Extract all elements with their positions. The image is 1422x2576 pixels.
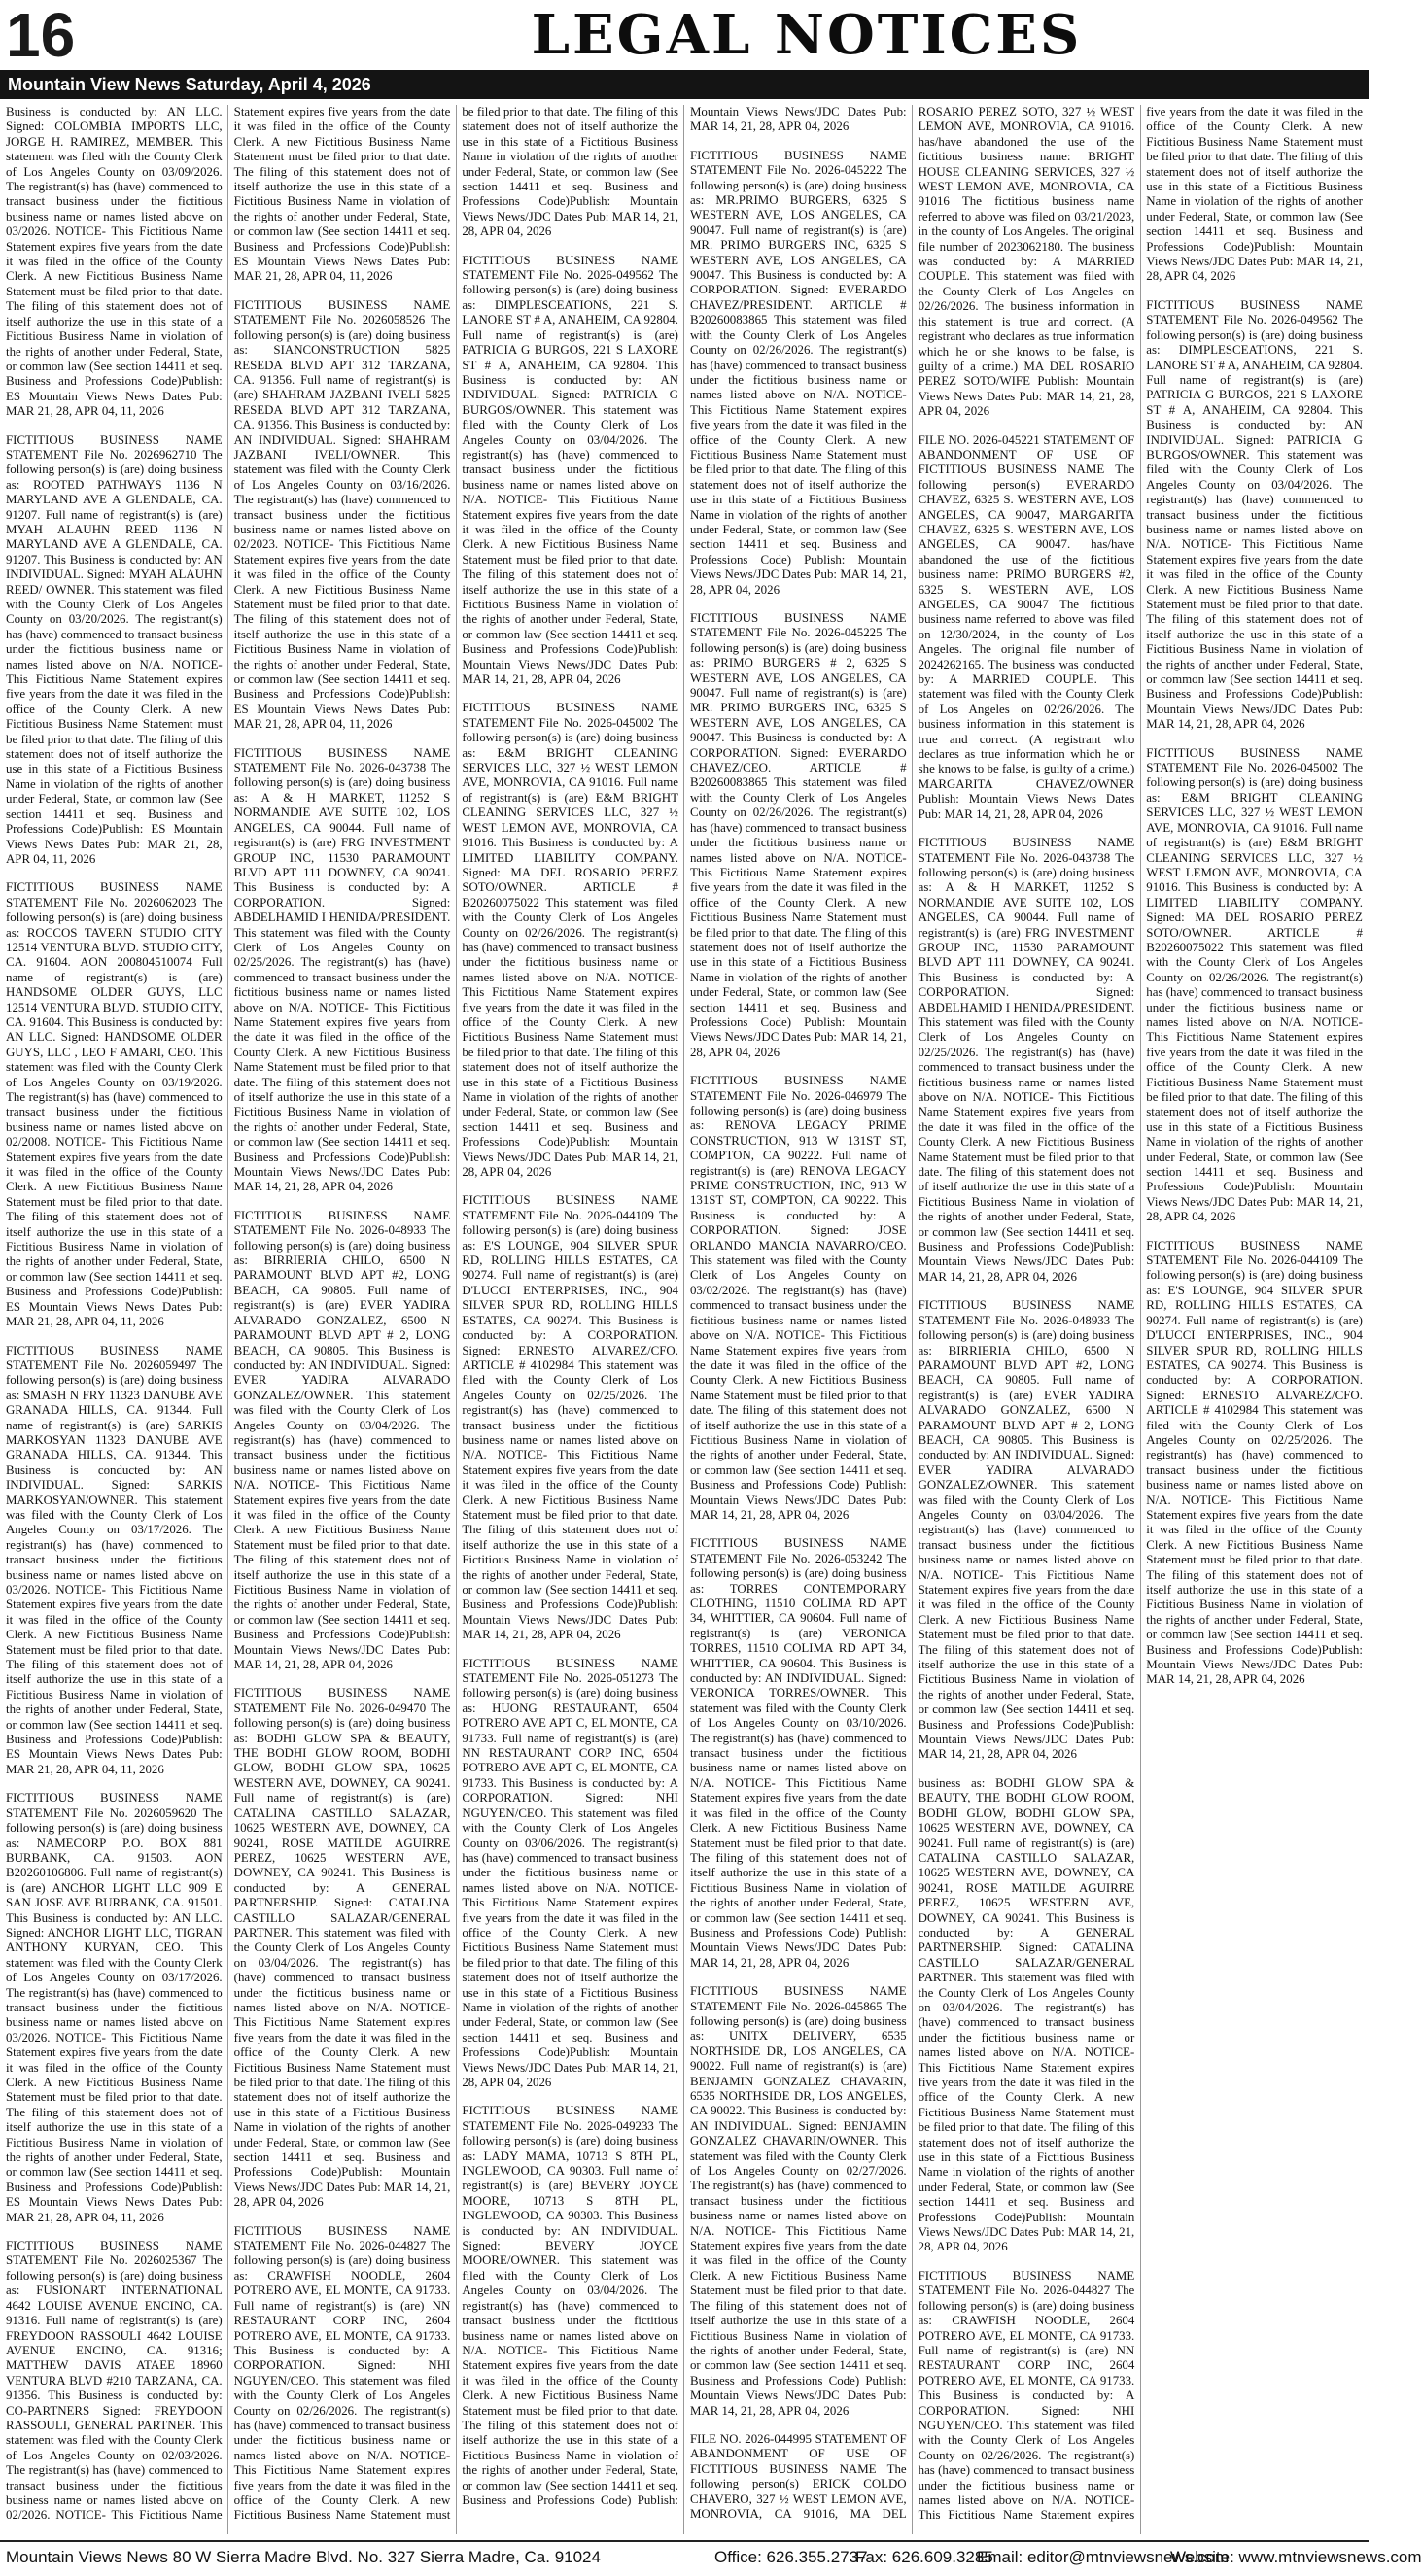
legal-notice: FICTITIOUS BUSINESS NAME STATEMENT File No. 2026-045225 The following person(s) is (are) doing business as: PRIMO BURGERS # 2, 6325 S WESTERN AVE, LOS ANGELES, CA 90047. Full name of registrant(s) is (are) MR. PRIMO BURGERS INC, 6325 S WESTERN AVE, LOS ANGELES, CA 90047. This Business is conducted by: A CORPORATION. Signed: EVERARDO CHAVEZ/CEO. ARTICLE # B20260083865 This statement was filed with the County Clerk of Los Angeles County on 02/26/2026. The registrant(s) has (have) commenced to transact business under the fictitious business name or names listed above on N/A. NOTICE- This Fictitious Name Statement expires five years from the date it was filed in the office of the County Clerk. A new Fictitious Business Name Statement must be filed prior to that date. The filing of this statement does not of itself authorize the use in this state of a Fictitious Business Name in violation of the rights of another under Federal, State, or common law (See section 14411 et seq. Business and Professions Code) Publish: Mountain Views News/JDC Dates Pub: MAR 14, 21, 28, APR 04, 2026 (689, 611, 907, 1059)
publication-date: Mountain View News Saturday, April 4, 2026 (8, 75, 371, 94)
footer-address: Mountain Views News 80 W Sierra Madre Blvd. No. 327 Sierra Madre, Ca. 91024 (6, 2548, 601, 2566)
legal-notice: FICTITIOUS BUSINESS NAME STATEMENT File No. 2026-049470 The following person(s) is (are) doing business as: BODHI GLOW SPA & BEAUTY, THE BODHI GLOW ROOM, BODHI GLOW, BODHI GLOW SPA, 10625 WESTERN AVE, DOWNEY, CA 90241. Full name of registrant(s) is (are) CATALINA CASTILLO SALAZAR, 10625 WESTERN AVE, DOWNEY, CA 90241, ROSE MATILDE AGUIRRE PEREZ, 10625 WESTERN AVE, DOWNEY, CA 90241. This Business is conducted by: A GENERAL PARTNERSHIP. Signed: CATALINA CASTILLO SALAZAR/GENERAL PARTNER. This statement was filed with the County Clerk of Los Angeles County on 03/04/2026. The registrant(s) has (have) commenced to transact business under the fictitious business name or names listed above on N/A. NOTICE- This Fictitious Name Statement expires five years from the date it was filed in the office of the County Clerk. A new Fictitious Business Name Statement must be filed prior to that date. The filing of this statement does not of itself authorize the use in this state of a Fictitious Business Name in violation of the rights of another under Federal, State, or common law (See section 14411 et seq. Business and Professions Code)Publish: Mountain Views News/JDC Dates Pub: MAR 14, 21, 28, APR 04, 2026 (233, 1686, 451, 2210)
legal-notice: Business is conducted by: AN LLC. Signed: COLOMBIA IMPORTS LLC, JORGE H. RAMIREZ, MEMBER. This statement was filed with the County Clerk of Los Angeles County on 03/09/2026. The registrant(s) has (have) commenced to transact business under the fictitious business name or names listed above on 03/2026. NOTICE- This Fictitious Name Statement expires five years from the date it was filed in the office of the County Clerk. A new Fictitious Business Name Statement must be filed prior to that date. The filing of this statement does not of itself authorize the use in this state of a Fictitious Business Name in violation of the rights of another under Federal, State, or common law (See section 14411 et seq. Business and Professions Code)Publish: ES Mountain Views News Dates Pub: MAR 21, 28, APR 04, 11, 2026 (6, 105, 223, 419)
legal-notice: FICTITIOUS BUSINESS NAME STATEMENT File No. 2026-046979 The following person(s) is (are) doing business as: RENOVA LEGACY PRIME CONSTRUCTION, 913 W 131ST ST, COMPTON, CA 90222. Full name of registrant(s) is (are) RENOVA LEGACY PRIME CONSTRUCTION, INC, 913 W 131ST ST, COMPTON, CA 90222. This Business is conducted by: A CORPORATION. Signed: JOSE ORLANDO MANCIA NAVARRO/CEO. This statement was filed with the County Clerk of Los Angeles County on 03/02/2026. The registrant(s) has (have) commenced to transact business under the fictitious business name or names listed above on N/A. NOTICE- This Fictitious Name Statement expires five years from the date it was filed in the office of the County Clerk. A new Fictitious Business Name Statement must be filed prior to that date. The filing of this statement does not of itself authorize the use in this state of a Fictitious Business Name in violation of the rights of another under Federal, State, or common law (See section 14411 et seq. Business and Professions Code) Publish: Mountain Views News/JDC Dates Pub: MAR 14, 21, 28, APR 04, 2026 (689, 1074, 907, 1522)
legal-notice: FICTITIOUS BUSINESS NAME STATEMENT File No. 2026-049233 The following person(s) is (are) doing business as: LADY MAMA, 10713 S 8TH PL, INGLEWOOD, CA 90303. Full name of registrant(s) is (are) BEVERY JOYCE MOORE, 10713 S 8TH PL, INGLEWOOD, CA 90303. This Business is conducted by: AN INDIVIDUAL. Signed: BEVERY JOYCE MOORE/OWNER. This statement was filed with the County Clerk of Los Angeles County on 03/04/2026. The registrant(s) has (have) commenced to transact business under the fictitious business name or names listed above on N/A. NOTICE- This Fictitious Name Statement expires five years from the date it was filed in the office of the County Clerk. A new Fictitious Business Name Statement must be filed prior to that date. The filing of this statement does not of itself authorize the use in this state of a Fictitious Business Name in violation of the rights of another under Federal, State, or common law (See section 14411 et seq. Business and Professions Code) Publish: Mountain Views News/JDC Dates Pub: MAR 14, 21, 28, APR 04, 2026 (462, 105, 907, 2507)
footer-office-phone: Office: 626.355.2737 (714, 2548, 868, 2566)
legal-notice: FICTITIOUS BUSINESS NAME STATEMENT File No. 2026-051273 The following person(s) is (are) doing business as: HUONG RESTAURANT, 6504 POTRERO AVE APT C, EL MONTE, CA 91733. Full name of registrant(s) is (are) NN RESTAURANT CORP INC, 6504 POTRERO AVE APT C, EL MONTE, CA 91733. This Business is conducted by: A CORPORATION. Signed: NHI NGUYEN/CEO. This statement was filed with the County Clerk of Los Angeles County on 03/06/2026. The registrant(s) has (have) commenced to transact business under the fictitious business name or names listed above on N/A. NOTICE- This Fictitious Name Statement expires five years from the date it was filed in the office of the County Clerk. A new Fictitious Business Name Statement must be filed prior to that date. The filing of this statement does not of itself authorize the use in this state of a Fictitious Business Name in violation of the rights of another under Federal, State, or common law (See section 14411 et seq. Business and Professions Code)Publish: Mountain Views News/JDC Dates Pub: MAR 14, 21, 28, APR 04, 2026 (462, 1656, 678, 2089)
legal-notice: FICTITIOUS BUSINESS NAME STATEMENT File No. 2026-045865 The following person(s) is (are) doing business as: UNITX DELIVERY, 6535 NORTHSIDE DR, LOS ANGELES, CA 90022. Full name of registrant(s) is (are) BENJAMIN GONZALEZ CHAVARIN, 6535 NORTHSIDE DR, LOS ANGELES, CA 90022. This Business is conducted by: AN INDIVIDUAL. Signed: BENJAMIN GONZALEZ CHAVARIN/OWNER. This statement was filed with the County Clerk of Los Angeles County on 02/27/2026. The registrant(s) has (have) commenced to transact business under the fictitious business name or names listed above on N/A. NOTICE- This Fictitious Name Statement expires five years from the date it was filed in the office of the County Clerk. A new Fictitious Business Name Statement must be filed prior to that date. The filing of this statement does not of itself authorize the use in this state of a Fictitious Business Name in violation of the rights of another under Federal, State, or common law (See section 14411 et seq. Business and Professions Code) Publish: Mountain Views News/JDC Dates Pub: MAR 14, 21, 28, APR 04, 2026 (689, 1984, 907, 2418)
footer-website[interactable]: Website: www.mtnviewsnews.com (1170, 2548, 1422, 2566)
legal-notice: business as: BODHI GLOW SPA & BEAUTY, THE BODHI GLOW ROOM, BODHI GLOW, BODHI GLOW SPA, 10625 WESTERN AVE, DOWNEY, CA 90241. Full name of registrant(s) is (are) CATALINA CASTILLO SALAZAR, 10625 WESTERN AVE, DOWNEY, CA 90241, ROSE MATILDE AGUIRRE PEREZ, 10625 WESTERN AVE, DOWNEY, CA 90241. This Business is conducted by: A GENERAL PARTNERSHIP. Signed: CATALINA CASTILLO SALAZAR/GENERAL PARTNER. This statement was filed with the County Clerk of Los Angeles County on 03/04/2026. The registrant(s) has (have) commenced to transact business under the fictitious business name or names listed above on N/A. NOTICE- This Fictitious Name Statement expires five years from the date it was filed in the office of the County Clerk. A new Fictitious Business Name Statement must be filed prior to that date. The filing of this statement does not of itself authorize the use in this state of a Fictitious Business Name in violation of the rights of another under Federal, State, or common law (See section 14411 et seq. Business and Professions Code)Publish: Mountain Views News/JDC Dates Pub: MAR 14, 21, 28, APR 04, 2026 (918, 1775, 1135, 2254)
legal-notice: FICTITIOUS BUSINESS NAME STATEMENT File No. 2026-053242 The following person(s) is (are) doing business as: TORRES CONTEMPORARY CLOTHING, 11510 COLIMA RD APT 34, WHITTIER, CA 90604. Full name of registrant(s) is (are) VERONICA TORRES, 11510 COLIMA RD APT 34, WHITTIER, CA 90604. This Business is conducted by: AN INDIVIDUAL. Signed: VERONICA TORRES/OWNER. This statement was filed with the County Clerk of Los Angeles County on 03/10/2026. The registrant(s) has (have) commenced to transact business under the fictitious business name or names listed above on N/A. NOTICE- This Fictitious Name Statement expires five years from the date it was filed in the office of the County Clerk. A new Fictitious Business Name Statement must be filed prior to that date. The filing of this statement does not of itself authorize the use in this state of a Fictitious Business Name in violation of the rights of another under Federal, State, or common law (See section 14411 et seq. Business and Professions Code) Publish: Mountain Views News/JDC Dates Pub: MAR 14, 21, 28, APR 04, 2026 (689, 1536, 907, 1970)
legal-notice: FICTITIOUS BUSINESS NAME STATEMENT File No. 2026-043738 The following person(s) is (are) doing business as: A & H MARKET, 11252 S NORMANDIE AVE SUITE 102, LOS ANGELES, CA 90044. Full name of registrant(s) is (are) FRG INVESTMENT GROUP INC, 11530 PARAMOUNT BLVD APT 111 DOWNEY, CA 90241. This Business is conducted by: A CORPORATION. Signed: ABDELHAMID I HENIDA/PRESIDENT. This statement was filed with the County Clerk of Los Angeles County on 02/25/2026. The registrant(s) has (have) commenced to transact business under the fictitious business name or names listed above on N/A. NOTICE- This Fictitious Name Statement expires five years from the date it was filed in the office of the County Clerk. A new Fictitious Business Name Statement must be filed prior to that date. The filing of this statement does not of itself authorize the use in this state of a Fictitious Business Name in violation of the rights of another under Federal, State, or common law (See section 14411 et seq. Business and Professions Code)Publish: Mountain Views News/JDC Dates Pub: MAR 14, 21, 28, APR 04, 2026 (233, 745, 451, 1194)
section-title: LEGAL NOTICES (531, 3, 1083, 67)
footer-fax: Fax: 626.609.3285 (855, 2548, 993, 2566)
page-number: 16 (6, 0, 76, 70)
legal-notice: FICTITIOUS BUSINESS NAME STATEMENT File No. 2026-044827 The following person(s) is (are) doing business as: CRAWFISH NOODLE, 2604 POTRERO AVE, EL MONTE, CA 91733. Full name of registrant(s) is (are) NN RESTAURANT CORP INC, 2604 POTRERO AVE, EL MONTE, CA 91733. This Business is conducted by: A CORPORATION. Signed: NHI NGUYEN/CEO. This statement was filed with the County Clerk of Los Angeles County on 02/26/2026. The registrant(s) has (have) commenced to transact business under the fictitious business name or names listed above on N/A. NOTICE- This Fictitious Name Statement expires five years from the date it was filed in the office of the County Clerk. A new Fictitious Business Name Statement must be filed prior to that date. The filing of this statement does not of itself authorize the use in this state of a Fictitious Business Name in violation of the rights of another under Federal, State, or common law (See section 14411 et seq. Business and Professions Code)Publish: Mountain Views News/JDC Dates Pub: MAR 14, 21, 28, APR 04, 2026 (233, 105, 678, 2523)
legal-notice: FICTITIOUS BUSINESS NAME STATEMENT File No. 2026-045002 The following person(s) is (are) doing business as: E&M BRIGHT CLEANING SERVICES LLC, 327 ½ WEST LEMON AVE, MONROVIA, CA 91016. Full name of registrant(s) is (are) E&M BRIGHT CLEANING SERVICES LLC, 327 ½ WEST LEMON AVE, MONROVIA, CA 91016. This Business is conducted by: A LIMITED LIABILITY COMPANY. Signed: MA DEL ROSARIO PEREZ SOTO/OWNER. ARTICLE # B20260075022 This statement was filed with the County Clerk of Los Angeles County on 02/26/2026. The registrant(s) has (have) commenced to transact business under the fictitious business name or names listed above on N/A. NOTICE- This Fictitious Name Statement expires five years from the date it was filed in the office of the County Clerk. A new Fictitious Business Name Statement must be filed prior to that date. The filing of this statement does not of itself authorize the use in this state of a Fictitious Business Name in violation of the rights of another under Federal, State, or common law (See section 14411 et seq. Business and Professions Code)Publish: Mountain Views News/JDC Dates Pub: MAR 14, 21, 28, APR 04, 2026 (462, 701, 678, 1180)
legal-notice: FICTITIOUS BUSINESS NAME STATEMENT File No. 2026-049562 The following person(s) is (are) doing business as: DIMPLESCEATIONS, 221 S. LANORE ST # A, ANAHEIM, CA 92804. Full name of registrant(s) is (are) PATRICIA G BURGOS, 221 S LAXORE ST # A, ANAHEIM, CA 92804. This Business is conducted by: AN INDIVIDUAL. Signed: PATRICIA G BURGOS/OWNER. This statement was filed with the County Clerk of Los Angeles County on 03/04/2026. The registrant(s) has (have) commenced to transact business under the fictitious business name or names listed above on N/A. NOTICE- This Fictitious Name Statement expires five years from the date it was filed in the office of the County Clerk. A new Fictitious Business Name Statement must be filed prior to that date. The filing of this statement does not of itself authorize the use in this state of a Fictitious Business Name in violation of the rights of another under Federal, State, or common law (See section 14411 et seq. Business and Professions Code)Publish: Mountain Views News/JDC Dates Pub: MAR 14, 21, 28, APR 04, 2026 (462, 253, 678, 687)
legal-notice: FICTITIOUS BUSINESS NAME STATEMENT File No. 2026058526 The following person(s) is (are) doing business as: SIANCONSTRUCTION 5825 RESEDA BLVD APT 312 TARZANA, CA. 91356. Full name of registrant(s) is (are) SHAHRAM JAZBANI IVELI 5825 RESEDA BLVD APT 312 TARZANA, CA. 91356. This Business is conducted by: AN INDIVIDUAL. Signed: SHAHRAM JAZBANI IVELI/OWNER. This statement was filed with the County Clerk of Los Angeles County on 03/16/2026. The registrant(s) has (have) commenced to transact business under the fictitious business name or names listed above on 02/2023. NOTICE- This Fictitious Name Statement expires five years from the date it was filed in the office of the County Clerk. A new Fictitious Business Name Statement must be filed prior to that date. The filing of this statement does not of itself authorize the use in this state of a Fictitious Business Name in violation of the rights of another under Federal, State, or common law (See section 14411 et seq. Business and Professions Code)Publish: ES Mountain Views News Dates Pub: MAR 21, 28, APR 04, 11, 2026 (233, 297, 451, 732)
legal-notice: FICTITIOUS BUSINESS NAME STATEMENT File No. 2026-049562 The following person(s) is (are) doing business as: DIMPLESCEATIONS, 221 S. LANORE ST # A, ANAHEIM, CA 92804. Full name of registrant(s) is (are) PATRICIA G BURGOS, 221 S LAXORE ST # A, ANAHEIM, CA 92804. This Business is conducted by: AN INDIVIDUAL. Signed: PATRICIA G BURGOS/OWNER. This statement was filed with the County Clerk of Los Angeles County on 03/04/2026. The registrant(s) has (have) commenced to transact business under the fictitious business name or names listed above on N/A. NOTICE- This Fictitious Name Statement expires five years from the date it was filed in the office of the County Clerk. A new Fictitious Business Name Statement must be filed prior to that date. The filing of this statement does not of itself authorize the use in this state of a Fictitious Business Name in violation of the rights of another under Federal, State, or common law (See section 14411 et seq. Business and Professions Code)Publish: Mountain Views News/JDC Dates Pub: MAR 14, 21, 28, APR 04, 2026 (1146, 297, 1363, 732)
masthead (0, 0, 1369, 70)
legal-notice: FILE NO. 2026-044995 STATEMENT OF ABANDONMENT OF USE OF FICTITIOUS BUSINESS NAME The following person(s) ERICK COLDO CHAVERO, 327 ½ WEST LEMON AVE, MONROVIA, CA 91016, MA DEL ROSARIO PEREZ SOTO, 327 ½ WEST LEMON AVE, MONROVIA, CA 91016. has/have abandoned the use of the fictitious business name: BRIGHT HOUSE CLEANING SERVICES, 327 ½ WEST LEMON AVE, MONROVIA, CA 91016 The fictitious business name referred to above was filed on 03/21/2023, in the county of Los Angeles. The original file number of 2023062180. The business was conducted by: A MARRIED COUPLE. This statement was filed with the County Clerk of Los Angeles on 02/26/2026. The business information in this statement is true and correct. (A registrant who declares as true information which he or she knows to be false, is guilty of a crime.) MA DEL ROSARIO PEREZ SOTO/WIFE Publish: Mountain Views News Dates Pub: MAR 14, 21, 28, APR 04, 2026 (689, 105, 1135, 2521)
footer (0, 2540, 1422, 2576)
legal-notice: FICTITIOUS BUSINESS NAME STATEMENT File No. 2026-044827 The following person(s) is (are) doing business as: CRAWFISH NOODLE, 2604 POTRERO AVE, EL MONTE, CA 91733. Full name of registrant(s) is (are) NN RESTAURANT CORP INC, 2604 POTRERO AVE, EL MONTE, CA 91733. This Business is conducted by: A CORPORATION. Signed: NHI NGUYEN/CEO. This statement was filed with the County Clerk of Los Angeles County on 02/26/2026. The registrant(s) has (have) commenced to transact business under the fictitious business name or names listed above on N/A. NOTICE- This Fictitious Name Statement expires five years from the date it was filed in the office of the County Clerk. A new Fictitious Business Name Statement must be filed prior to that date. The filing of this statement does not of itself authorize the use in this state of a Fictitious Business Name in violation of the rights of another under Federal, State, or common law (See section 14411 et seq. Business and Professions Code)Publish: Mountain Views News/JDC Dates Pub: MAR 14, 21, 28, APR 04, 2026 (918, 105, 1363, 2523)
legal-notice: FICTITIOUS BUSINESS NAME STATEMENT File No. 2026059497 The following person(s) is (are) doing business as: SMASH N FRY 11323 DANUBE AVE GRANADA HILLS, CA. 91344. Full name of registrant(s) is (are) SARKIS MARKOSYAN 11323 DANUBE AVE GRANADA HILLS, CA. 91344. This Business is conducted by: AN INDIVIDUAL. Signed: SARKIS MARKOSYAN/OWNER. This statement was filed with the County Clerk of Los Angeles County on 03/17/2026. The registrant(s) has (have) commenced to transact business under the fictitious business name or names listed above on 03/2026. NOTICE- This Fictitious Name Statement expires five years from the date it was filed in the office of the County Clerk. A new Fictitious Business Name Statement must be filed prior to that date. The filing of this statement does not of itself authorize the use in this state of a Fictitious Business Name in violation of the rights of another under Federal, State, or common law (See section 14411 et seq. Business and Professions Code)Publish: ES Mountain Views News Dates Pub: MAR 21, 28, APR 04, 11, 2026 (6, 1343, 223, 1776)
legal-notice: FICTITIOUS BUSINESS NAME STATEMENT File No. 2026962710 The following person(s) is (are) doing business as: ROOTED PATHWAYS 1136 N MARYLAND AVE A GLENDALE, CA. 91207. Full name of registrant(s) is (are) MYAH ALAUHN REED 1136 N MARYLAND AVE A GLENDALE, CA. 91207. This Business is conducted by: AN INDIVIDUAL. Signed: MYAH ALAUHN REED/ OWNER. This statement was filed with the County Clerk of Los Angeles County on 03/20/2026. The registrant(s) has (have) commenced to transact business under the fictitious business name or names listed above on N/A. NOTICE- This Fictitious Name Statement expires five years from the date it was filed in the office of the County Clerk. A new Fictitious Business Name Statement must be filed prior to that date. The filing of this statement does not of itself authorize the use in this state of a Fictitious Business Name in violation of the rights of another under Federal, State, or common law (See section 14411 et seq. Business and Professions Code)Publish: ES Mountain Views News Dates Pub: MAR 21, 28, APR 04, 11, 2026 (6, 432, 223, 866)
notices-columns (6, 105, 1363, 2534)
legal-notice: FICTITIOUS BUSINESS NAME STATEMENT File No. 2026-044109 The following person(s) is (are) doing business as: E'S LOUNGE, 904 SILVER SPUR RD, ROLLING HILLS ESTATES, CA 90274. Full name of registrant(s) is (are) D'LUCCI ENTERPRISES, INC., 904 SILVER SPUR RD, ROLLING HILLS ESTATES, CA 90274. This Business is conducted by: A CORPORATION. Signed: ERNESTO ALVAREZ/CFO. ARTICLE # 4102984 This statement was filed with the County Clerk of Los Angeles County on 02/25/2026. The registrant(s) has (have) commenced to transact business under the fictitious business name or names listed above on N/A. NOTICE- This Fictitious Name Statement expires five years from the date it was filed in the office of the County Clerk. A new Fictitious Business Name Statement must be filed prior to that date. The filing of this statement does not of itself authorize the use in this state of a Fictitious Business Name in violation of the rights of another under Federal, State, or common law (See section 14411 et seq. Business and Professions Code)Publish: Mountain Views News/JDC Dates Pub: MAR 14, 21, 28, APR 04, 2026 (1146, 1238, 1363, 1687)
legal-notice: FICTITIOUS BUSINESS NAME STATEMENT File No. 2026059620 The following person(s) is (are) doing business as: NAMECORP P.O. BOX 881 BURBANK, CA. 91503. AON B20260106806. Full name of registrant(s) is (are) ANCHOR LIGHT LLC 909 E SAN JOSE AVE BURBANK, CA. 91501. This Business is conducted by: AN LLC. Signed: ANCHOR LIGHT LLC, TIGRAN ANTHONY KURYAN, CEO. This statement was filed with the County Clerk of Los Angeles County on 03/17/2026. The registrant(s) has (have) commenced to transact business under the fictitious business name or names listed above on 03/2026. NOTICE- This Fictitious Name Statement expires five years from the date it was filed in the office of the County Clerk. A new Fictitious Business Name Statement must be filed prior to that date. The filing of this statement does not of itself authorize the use in this state of a Fictitious Business Name in violation of the rights of another under Federal, State, or common law (See section 14411 et seq. Business and Professions Code)Publish: ES Mountain Views News Dates Pub: MAR 21, 28, APR 04, 11, 2026 (6, 1791, 223, 2224)
legal-notice: FICTITIOUS BUSINESS NAME STATEMENT File No. 2026062023 The following person(s) is (are) doing business as: ROCCOS TAVERN STUDIO CITY 12514 VENTURA BLVD. STUDIO CITY, CA. 91604. AON 200804510074 Full name of registrant(s) is (are) HANDSOME OLDER GUYS, LLC 12514 VENTURA BLVD. STUDIO CITY, CA. 91604. This Business is conducted by: AN LLC. Signed: HANDSOME OLDER GUYS, LLC , LEO F AMARI, CEO. This statement was filed with the County Clerk of Los Angeles County on 03/19/2026. The registrant(s) has (have) commenced to transact business under the fictitious business name or names listed above on 02/2008. NOTICE- This Fictitious Name Statement expires five years from the date it was filed in the office of the County Clerk. A new Fictitious Business Name Statement must be filed prior to that date. The filing of this statement does not of itself authorize the use in this state of a Fictitious Business Name in violation of the rights of another under Federal, State, or common law (See section 14411 et seq. Business and Professions Code)Publish: ES Mountain Views News Dates Pub: MAR 21, 28, APR 04, 11, 2026 (6, 880, 223, 1329)
legal-notice: FICTITIOUS BUSINESS NAME STATEMENT File No. 2026025367 The following person(s) is (are) doing business as: FUSIONART INTERNATIONAL 4642 LOUISE AVENUE ENCINO, CA. 91316. Full name of registrant(s) is (are) FREYDOON RASSOULI 4642 LOUISE AVENUE ENCINO, CA. 91316; MATTHEW DAVIS ATAEE 18960 VENTURA BLVD #210 TARZANA, CA. 91356. This Business is conducted by: CO-PARTNERS Signed: FREYDOON RASSOULI, GENERAL PARTNER. This statement was filed with the County Clerk of Los Angeles County on 02/03/2026. The registrant(s) has (have) commenced to transact business under the fictitious business name or names listed above on 02/2026. NOTICE- This Fictitious Name Statement expires five years from the date it was filed in the office of the County Clerk. A new Fictitious Business Name Statement must be filed prior to that date. The filing of this statement does not of itself authorize the use in this state of a Fictitious Business Name in violation of the rights of another under Federal, State, or common law (See section 14411 et seq. Business and Professions Code)Publish: ES Mountain Views News Dates Pub: MAR 21, 28, APR 04, 11, 2026 (6, 105, 451, 2523)
date-bar (0, 70, 1369, 99)
legal-notice: FICTITIOUS BUSINESS NAME STATEMENT File No. 2026-045222 The following person(s) is (are) doing business as: MR.PRIMO BURGERS, 6325 S WESTERN AVE, LOS ANGELES, CA 90047. Full name of registrant(s) is (are) MR. PRIMO BURGERS INC, 6325 S WESTERN AVE, LOS ANGELES, CA 90047. This Business is conducted by: A CORPORATION. Signed: EVERARDO CHAVEZ/PRESIDENT. ARTICLE # B20260083865 This statement was filed with the County Clerk of Los Angeles County on 02/26/2026. The registrant(s) has (have) commenced to transact business under the fictitious business name or names listed above on N/A. NOTICE- This Fictitious Name Statement expires five years from the date it was filed in the office of the County Clerk. A new Fictitious Business Name Statement must be filed prior to that date. The filing of this statement does not of itself authorize the use in this state of a Fictitious Business Name in violation of the rights of another under Federal, State, or common law (See section 14411 et seq. Business and Professions Code) Publish: Mountain Views News/JDC Dates Pub: MAR 14, 21, 28, APR 04, 2026 (689, 148, 907, 597)
legal-notice: FICTITIOUS BUSINESS NAME STATEMENT File No. 2026-045002 The following person(s) is (are) doing business as: E&M BRIGHT CLEANING SERVICES LLC, 327 ½ WEST LEMON AVE, MONROVIA, CA 91016. Full name of registrant(s) is (are) E&M BRIGHT CLEANING SERVICES LLC, 327 ½ WEST LEMON AVE, MONROVIA, CA 91016. This Business is conducted by: A LIMITED LIABILITY COMPANY. Signed: MA DEL ROSARIO PEREZ SOTO/OWNER. ARTICLE # B20260075022 This statement was filed with the County Clerk of Los Angeles County on 02/26/2026. The registrant(s) has (have) commenced to transact business under the fictitious business name or names listed above on N/A. NOTICE- This Fictitious Name Statement expires five years from the date it was filed in the office of the County Clerk. A new Fictitious Business Name Statement must be filed prior to that date. The filing of this statement does not of itself authorize the use in this state of a Fictitious Business Name in violation of the rights of another under Federal, State, or common law (See section 14411 et seq. Business and Professions Code)Publish: Mountain Views News/JDC Dates Pub: MAR 14, 21, 28, APR 04, 2026 (1146, 745, 1363, 1224)
legal-notice: FILE NO. 2026-045221 STATEMENT OF ABANDONMENT OF USE OF FICTITIOUS BUSINESS NAME The following person(s) EVERARDO CHAVEZ, 6325 S. WESTERN AVE, LOS ANGELES, CA 90047, MARGARITA CHAVEZ, 6325 S. WESTERN AVE, LOS ANGELES, CA 90047. has/have abandoned the use of the fictitious business name: PRIMO BURGERS #2, 6325 S. WESTERN AVE, LOS ANGELES, CA 90047 The fictitious business name referred to above was filed on 12/30/2024, in the county of Los Angeles. The original file number of 2024262165. The business was conducted by: A MARRIED COUPLE. This statement was filed with the County Clerk of Los Angeles on 02/26/2026. The business information in this statement is true and correct. (A registrant who declares as true information which he or she knows to be false, is guilty of a crime.) MARGARITA CHAVEZ/OWNER Publish: Mountain Views News Dates Pub: MAR 14, 21, 28, APR 04, 2026 (918, 432, 1135, 821)
legal-notice: FICTITIOUS BUSINESS NAME STATEMENT File No. 2026-043738 The following person(s) is (are) doing business as: A & H MARKET, 11252 S NORMANDIE AVE SUITE 102, LOS ANGELES, CA 90044. Full name of registrant(s) is (are) FRG INVESTMENT GROUP INC, 11530 PARAMOUNT BLVD APT 111 DOWNEY, CA 90241. This Business is conducted by: A CORPORATION. Signed: ABDELHAMID I HENIDA/PRESIDENT. This statement was filed with the County Clerk of Los Angeles County on 02/25/2026. The registrant(s) has (have) commenced to transact business under the fictitious business name or names listed above on N/A. NOTICE- This Fictitious Name Statement expires five years from the date it was filed in the office of the County Clerk. A new Fictitious Business Name Statement must be filed prior to that date. The filing of this statement does not of itself authorize the use in this state of a Fictitious Business Name in violation of the rights of another under Federal, State, or common law (See section 14411 et seq. Business and Professions Code)Publish: Mountain Views News/JDC Dates Pub: MAR 14, 21, 28, APR 04, 2026 (918, 836, 1135, 1284)
legal-notice: FICTITIOUS BUSINESS NAME STATEMENT File No. 2026-044109 The following person(s) is (are) doing business as: E'S LOUNGE, 904 SILVER SPUR RD, ROLLING HILLS ESTATES, CA 90274. Full name of registrant(s) is (are) D'LUCCI ENTERPRISES, INC., 904 SILVER SPUR RD, ROLLING HILLS ESTATES, CA 90274. This Business is conducted by: A CORPORATION. Signed: ERNESTO ALVAREZ/CFO. ARTICLE # 4102984 This statement was filed with the County Clerk of Los Angeles County on 02/25/2026. The registrant(s) has (have) commenced to transact business under the fictitious business name or names listed above on N/A. NOTICE- This Fictitious Name Statement expires five years from the date it was filed in the office of the County Clerk. A new Fictitious Business Name Statement must be filed prior to that date. The filing of this statement does not of itself authorize the use in this state of a Fictitious Business Name in violation of the rights of another under Federal, State, or common law (See section 14411 et seq. Business and Professions Code)Publish: Mountain Views News/JDC Dates Pub: MAR 14, 21, 28, APR 04, 2026 (462, 1193, 678, 1642)
legal-notice: FICTITIOUS BUSINESS NAME STATEMENT File No. 2026-048933 The following person(s) is (are) doing business as: BIRRIERIA CHILO, 6500 N PARAMOUNT BLVD APT #2, LONG BEACH, CA 90805. Full name of registrant(s) is (are) EVER YADIRA ALVARADO GONZALEZ, 6500 N PARAMOUNT BLVD APT # 2, LONG BEACH, CA 90805. This Business is conducted by: AN INDIVIDUAL. Signed: EVER YADIRA ALVARADO GONZALEZ/OWNER. This statement was filed with the County Clerk of Los Angeles County on 03/04/2026. The registrant(s) has (have) commenced to transact business under the fictitious business name or names listed above on N/A. NOTICE- This Fictitious Name Statement expires five years from the date it was filed in the office of the County Clerk. A new Fictitious Business Name Statement must be filed prior to that date. The filing of this statement does not of itself authorize the use in this state of a Fictitious Business Name in violation of the rights of another under Federal, State, or common law (See section 14411 et seq. Business and Professions Code)Publish: Mountain Views News/JDC Dates Pub: MAR 14, 21, 28, APR 04, 2026 (233, 1208, 451, 1672)
footer-email[interactable]: Email: editor@mtnviewsnews.com (977, 2548, 1230, 2566)
legal-notice: FICTITIOUS BUSINESS NAME STATEMENT File No. 2026-048933 The following person(s) is (are) doing business as: BIRRIERIA CHILO, 6500 N PARAMOUNT BLVD APT #2, LONG BEACH, CA 90805. Full name of registrant(s) is (are) EVER YADIRA ALVARADO GONZALEZ, 6500 N PARAMOUNT BLVD APT # 2, LONG BEACH, CA 90805. This Business is conducted by: AN INDIVIDUAL. Signed: EVER YADIRA ALVARADO GONZALEZ/OWNER. This statement was filed with the County Clerk of Los Angeles County on 03/04/2026. The registrant(s) has (have) commenced to transact business under the fictitious business name or names listed above on N/A. NOTICE- This Fictitious Name Statement expires five years from the date it was filed in the office of the County Clerk. A new Fictitious Business Name Statement must be filed prior to that date. The filing of this statement does not of itself authorize the use in this state of a Fictitious Business Name in violation of the rights of another under Federal, State, or common law (See section 14411 et seq. Business and Professions Code)Publish: Mountain Views News/JDC Dates Pub: MAR 14, 21, 28, APR 04, 2026 (918, 1298, 1135, 1762)
